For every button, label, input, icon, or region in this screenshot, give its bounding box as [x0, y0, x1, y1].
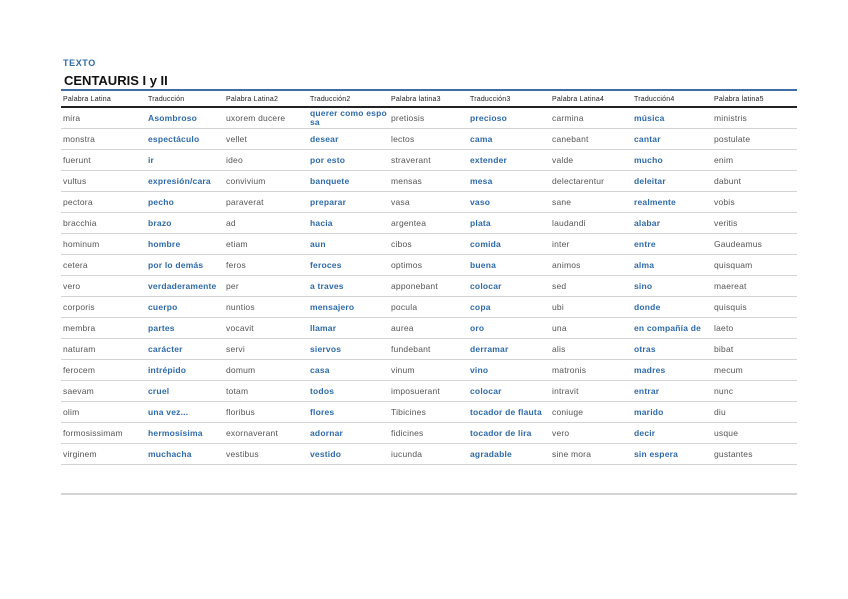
translation-cell: buena [468, 255, 550, 276]
empty-cell [224, 465, 308, 495]
translation-cell: banquete [308, 171, 389, 192]
latin-word-cell: bracchia [61, 213, 146, 234]
latin-word-cell: domum [224, 360, 308, 381]
latin-word-cell: valde [550, 150, 632, 171]
latin-word-cell: sane [550, 192, 632, 213]
translation-cell: colocar [468, 276, 550, 297]
translation-cell: hombre [146, 234, 224, 255]
translation-cell: marido [632, 402, 712, 423]
translation-cell: llamar [308, 318, 389, 339]
translation-cell: verdaderamente [146, 276, 224, 297]
latin-word-cell: ad [224, 213, 308, 234]
empty-cell [61, 465, 146, 495]
latin-word-cell: enim [712, 150, 797, 171]
empty-row [61, 465, 797, 495]
latin-word-cell: canebant [550, 129, 632, 150]
table-row [61, 444, 797, 465]
latin-word-cell: nunc [712, 381, 797, 402]
empty-cell [389, 465, 468, 495]
column-header: Traducción3 [468, 92, 550, 107]
latin-word-cell: iucunda [389, 444, 468, 465]
latin-word-cell: exornaverant [224, 423, 308, 444]
empty-cell [632, 465, 712, 495]
latin-word-cell: ubi [550, 297, 632, 318]
latin-word-cell: carmina [550, 107, 632, 129]
latin-word-cell: feros [224, 255, 308, 276]
translation-cell: vaso [468, 192, 550, 213]
latin-word-cell: fundebant [389, 339, 468, 360]
translation-cell: cama [468, 129, 550, 150]
latin-word-cell: laudandi [550, 213, 632, 234]
latin-word-cell: vocavit [224, 318, 308, 339]
latin-word-cell: convivium [224, 171, 308, 192]
latin-word-cell: floribus [224, 402, 308, 423]
latin-word-cell: alis [550, 339, 632, 360]
latin-word-cell: ferocem [61, 360, 146, 381]
translation-cell: preparar [308, 192, 389, 213]
column-header: Palabra latina3 [389, 92, 468, 107]
latin-word-cell: apponebant [389, 276, 468, 297]
latin-word-cell: membra [61, 318, 146, 339]
vocabulary-table [61, 92, 797, 495]
column-header: Palabra latina5 [712, 92, 797, 107]
latin-word-cell: argentea [389, 213, 468, 234]
translation-cell: feroces [308, 255, 389, 276]
latin-word-cell: imposuerant [389, 381, 468, 402]
translation-cell: oro [468, 318, 550, 339]
translation-cell: deleitar [632, 171, 712, 192]
translation-cell: espectáculo [146, 129, 224, 150]
table-body [61, 107, 797, 494]
latin-word-cell: maereat [712, 276, 797, 297]
latin-word-cell: laeto [712, 318, 797, 339]
latin-word-cell: Tibicines [389, 402, 468, 423]
empty-cell [308, 465, 389, 495]
latin-word-cell: mecum [712, 360, 797, 381]
column-header: Traducción [146, 92, 224, 107]
latin-word-cell: uxorem ducere [224, 107, 308, 129]
translation-cell: querer como esposa [308, 107, 389, 129]
sheet-label: TEXTO [63, 58, 96, 68]
latin-word-cell: cetera [61, 255, 146, 276]
empty-cell [712, 465, 797, 495]
latin-word-cell: vinum [389, 360, 468, 381]
latin-word-cell: lectos [389, 129, 468, 150]
translation-cell: tocador de flauta [468, 402, 550, 423]
translation-cell: cruel [146, 381, 224, 402]
translation-cell: copa [468, 297, 550, 318]
translation-cell: mucho [632, 150, 712, 171]
table-row [61, 234, 797, 255]
latin-word-cell: servi [224, 339, 308, 360]
latin-word-cell: matronis [550, 360, 632, 381]
latin-word-cell: fidicines [389, 423, 468, 444]
latin-word-cell: cibos [389, 234, 468, 255]
latin-word-cell: vultus [61, 171, 146, 192]
translation-cell: ir [146, 150, 224, 171]
translation-cell: expresión/cara [146, 171, 224, 192]
table-row [61, 129, 797, 150]
translation-cell: flores [308, 402, 389, 423]
translation-cell: colocar [468, 381, 550, 402]
translation-cell: realmente [632, 192, 712, 213]
latin-word-cell: veritis [712, 213, 797, 234]
translation-cell: cantar [632, 129, 712, 150]
table-row [61, 318, 797, 339]
latin-word-cell: diu [712, 402, 797, 423]
translation-cell: mesa [468, 171, 550, 192]
table-row [61, 213, 797, 234]
translation-cell: por esto [308, 150, 389, 171]
translation-cell: vino [468, 360, 550, 381]
translation-cell: casa [308, 360, 389, 381]
table-row [61, 381, 797, 402]
translation-cell: extender [468, 150, 550, 171]
translation-cell: pecho [146, 192, 224, 213]
latin-word-cell: inter [550, 234, 632, 255]
translation-cell: mensajero [308, 297, 389, 318]
translation-cell: alma [632, 255, 712, 276]
latin-word-cell: vobis [712, 192, 797, 213]
translation-cell: precioso [468, 107, 550, 129]
empty-cell [468, 465, 550, 495]
latin-word-cell: straverant [389, 150, 468, 171]
translation-cell: desear [308, 129, 389, 150]
header-row [61, 92, 797, 107]
latin-word-cell: paraverat [224, 192, 308, 213]
column-header: Traducción4 [632, 92, 712, 107]
translation-cell: otras [632, 339, 712, 360]
latin-word-cell: postulate [712, 129, 797, 150]
latin-word-cell: ministris [712, 107, 797, 129]
table-row [61, 107, 797, 129]
latin-word-cell: Gaudeamus [712, 234, 797, 255]
translation-cell: brazo [146, 213, 224, 234]
latin-word-cell: pocula [389, 297, 468, 318]
latin-word-cell: ideo [224, 150, 308, 171]
latin-word-cell: monstra [61, 129, 146, 150]
translation-cell: adornar [308, 423, 389, 444]
translation-cell: hacia [308, 213, 389, 234]
latin-word-cell: gustantes [712, 444, 797, 465]
title-rule [61, 89, 797, 91]
translation-cell: entre [632, 234, 712, 255]
translation-cell: muchacha [146, 444, 224, 465]
latin-word-cell: vero [550, 423, 632, 444]
column-header: Palabra Latina4 [550, 92, 632, 107]
translation-cell: partes [146, 318, 224, 339]
latin-word-cell: quisquam [712, 255, 797, 276]
latin-word-cell: formosissimam [61, 423, 146, 444]
translation-cell: carácter [146, 339, 224, 360]
latin-word-cell: delectarentur [550, 171, 632, 192]
latin-word-cell: per [224, 276, 308, 297]
latin-word-cell: intravit [550, 381, 632, 402]
translation-cell: en compañía de [632, 318, 712, 339]
translation-cell: cuerpo [146, 297, 224, 318]
translation-cell: siervos [308, 339, 389, 360]
translation-cell: derramar [468, 339, 550, 360]
latin-word-cell: usque [712, 423, 797, 444]
table-row [61, 423, 797, 444]
table-row [61, 402, 797, 423]
empty-cell [550, 465, 632, 495]
translation-cell: tocador de lira [468, 423, 550, 444]
empty-cell [146, 465, 224, 495]
table-row [61, 339, 797, 360]
table-row [61, 150, 797, 171]
translation-cell: entrar [632, 381, 712, 402]
latin-word-cell: etiam [224, 234, 308, 255]
translation-cell: decir [632, 423, 712, 444]
latin-word-cell: virginem [61, 444, 146, 465]
translation-cell: comida [468, 234, 550, 255]
latin-word-cell: pretiosis [389, 107, 468, 129]
latin-word-cell: totam [224, 381, 308, 402]
table-row [61, 360, 797, 381]
table-row [61, 276, 797, 297]
latin-word-cell: aurea [389, 318, 468, 339]
latin-word-cell: quisquis [712, 297, 797, 318]
latin-word-cell: saevam [61, 381, 146, 402]
translation-cell: Asombroso [146, 107, 224, 129]
latin-word-cell: vellet [224, 129, 308, 150]
latin-word-cell: olim [61, 402, 146, 423]
translation-cell: por lo demás [146, 255, 224, 276]
latin-word-cell: animos [550, 255, 632, 276]
translation-cell: agradable [468, 444, 550, 465]
latin-word-cell: hominum [61, 234, 146, 255]
latin-word-cell: coniuge [550, 402, 632, 423]
latin-word-cell: vasa [389, 192, 468, 213]
column-header: Palabra Latina [61, 92, 146, 107]
translation-cell: vestido [308, 444, 389, 465]
table-row [61, 192, 797, 213]
latin-word-cell: vestibus [224, 444, 308, 465]
translation-cell: donde [632, 297, 712, 318]
column-header: Palabra Latina2 [224, 92, 308, 107]
translation-cell: alabar [632, 213, 712, 234]
latin-word-cell: nuntios [224, 297, 308, 318]
latin-word-cell: fuerunt [61, 150, 146, 171]
latin-word-cell: sed [550, 276, 632, 297]
table-row [61, 171, 797, 192]
translation-cell: sin espera [632, 444, 712, 465]
translation-cell: sino [632, 276, 712, 297]
translation-cell: a traves [308, 276, 389, 297]
sheet-title: CENTAURIS I y II [64, 73, 168, 88]
latin-word-cell: una [550, 318, 632, 339]
translation-cell: una vez... [146, 402, 224, 423]
latin-word-cell: sine mora [550, 444, 632, 465]
latin-word-cell: corporis [61, 297, 146, 318]
translation-cell: aun [308, 234, 389, 255]
table-row [61, 297, 797, 318]
translation-cell: plata [468, 213, 550, 234]
latin-word-cell: vero [61, 276, 146, 297]
column-header: Traducción2 [308, 92, 389, 107]
translation-cell: madres [632, 360, 712, 381]
translation-cell: hermosísima [146, 423, 224, 444]
latin-word-cell: mira [61, 107, 146, 129]
latin-word-cell: optimos [389, 255, 468, 276]
latin-word-cell: bibat [712, 339, 797, 360]
latin-word-cell: dabunt [712, 171, 797, 192]
translation-cell: todos [308, 381, 389, 402]
latin-word-cell: naturam [61, 339, 146, 360]
translation-cell: intrépido [146, 360, 224, 381]
table-row [61, 255, 797, 276]
latin-word-cell: mensas [389, 171, 468, 192]
latin-word-cell: pectora [61, 192, 146, 213]
translation-cell: música [632, 107, 712, 129]
